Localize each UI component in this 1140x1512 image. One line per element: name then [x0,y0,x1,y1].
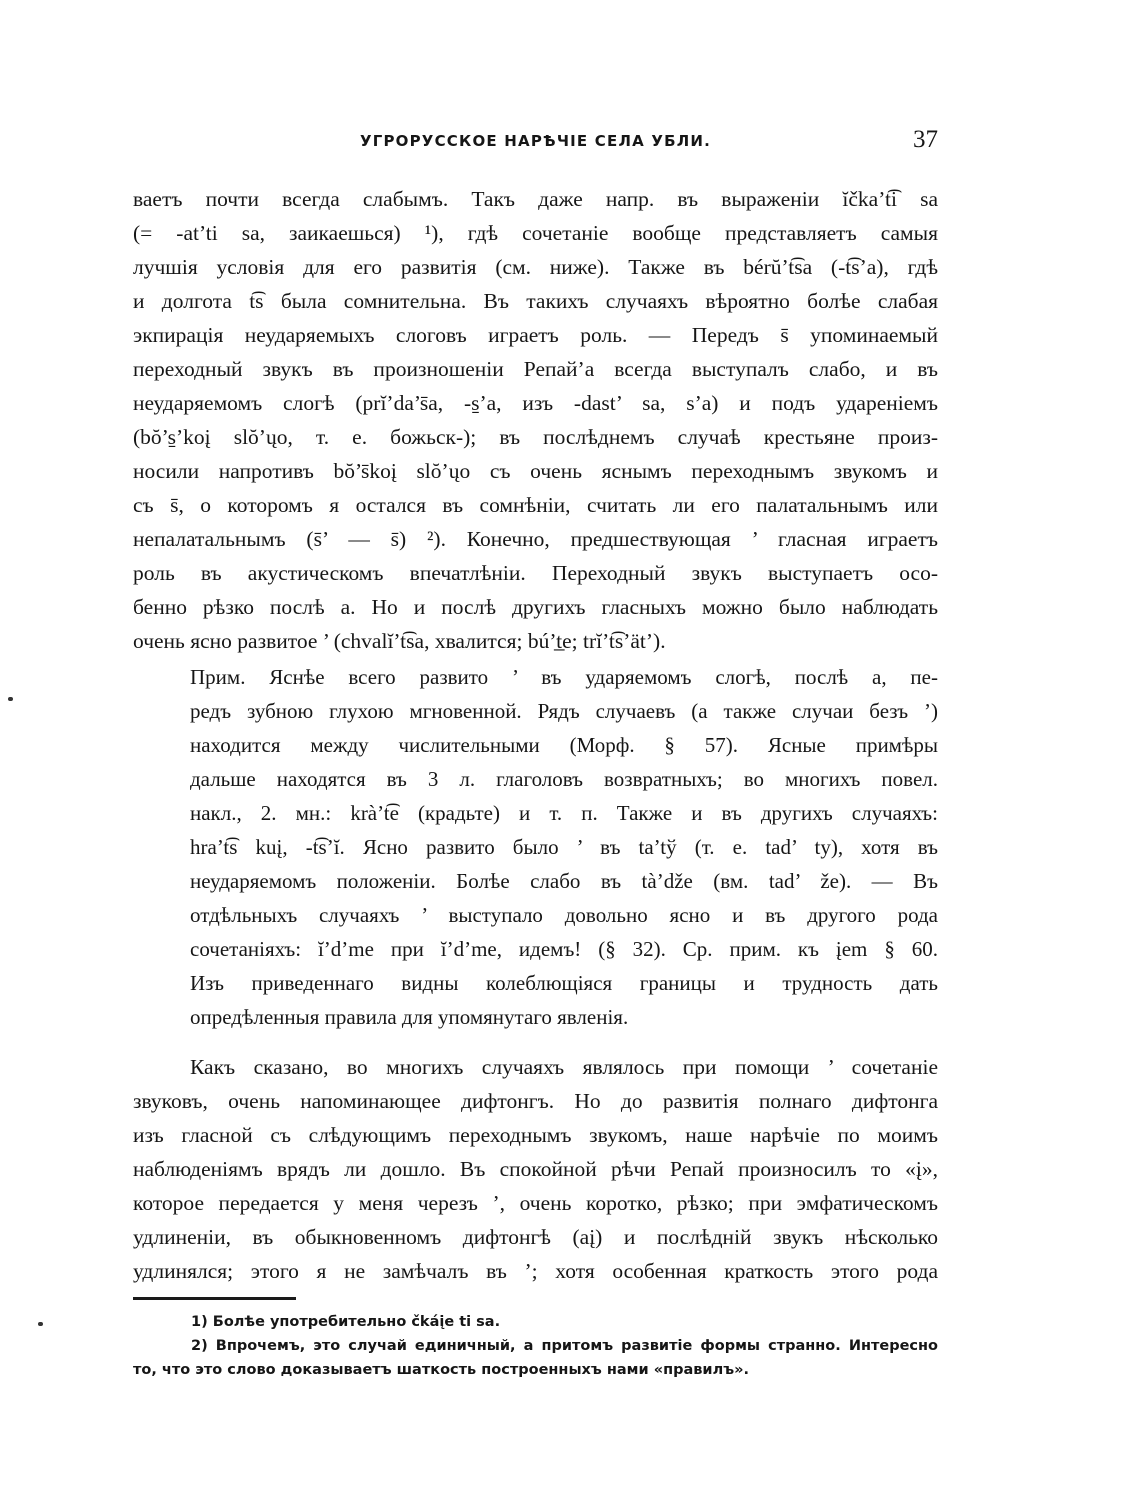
text-line: экпирація неударяемыхъ слоговъ играетъ роль. — Передъ s̄ упоминаемый [133,323,938,347]
text-line: удлиненіи, въ обыкновенномъ дифтонгѣ (aį) и послѣдній звукъ нѣсколько [133,1225,938,1249]
note-line: отдѣльныхъ случаяхъ ’ выступало довольно ясно и въ другого рода [190,903,938,927]
note-line: неударяемомъ положеніи. Болѣе слабо въ tà’dže (вм. tad’ že). — Въ [190,869,938,893]
text-line: которое передается у меня черезъ ’, очень коротко, рѣзко; при эмфатическомъ [133,1191,938,1215]
note-line: Прим. Яснѣе всего развито ’ въ ударяемомъ слогѣ, послѣ a, пе- [190,665,938,689]
footnote-2-line-1: 2) Впрочемъ, это случай единичный, а притомъ развитіе формы странно. Интересно [191,1338,938,1354]
running-head [133,128,938,156]
footnote-rule [133,1297,296,1300]
paragraph-gap [133,1034,938,1050]
note-line: накл., 2. мн.: krà’t͡e (крадьте) и т. п. Также и въ другихъ случаяхъ: [190,801,938,825]
text-line: неударяемомъ слогѣ (prĭ’da’s̄a, -s̱’a, изъ -dast’ sa, s’a) и подъ удареніемъ [133,391,938,415]
text-line: звуковъ, очень напоминающее дифтонгъ. Но до развитія полнаго дифтонга [133,1089,938,1113]
text-line: (= -at’ti sa, заикаешься) ¹), гдѣ сочетаніе вообще представляетъ самыя [133,221,938,245]
footnote-1: 1) Болѣе употребительно čkáįe ti sa. [191,1314,501,1330]
page-number: 37 [913,126,938,153]
text-line: роль въ акустическомъ впечатлѣніи. Переходный звукъ выступаетъ осо- [133,561,938,585]
note-line: Изъ приведеннаго видны колеблющіяся границы и трудность дать [190,971,938,995]
text-line: (bŏ’s̱’koį slŏ’ųo, т. е. божьск-); въ послѣднемъ случаѣ крестьяне произ- [133,425,938,449]
note-line: редъ зубною глухою мгновенной. Рядъ случаевъ (а также случаи безъ ’) [190,699,938,723]
note-line: hra’t͡s kuį, -t͡s’ĭ. Ясно развито было ’ въ ta’tў (т. е. tad’ ty), хотя въ [190,835,938,859]
text-line: непалатальнымъ (s̄’ — s̄) ²). Конечно, предшествующая ’ гласная играетъ [133,527,938,551]
paragraph-1 [133,182,938,658]
note-line: дальше находятся въ 3 л. глаголовъ возвратныхъ; во многихъ повел. [190,767,938,791]
body-text [133,182,938,1288]
text-line: удлинялся; этого я не замѣчалъ въ ’; хотя особенная краткость этого рода [133,1259,938,1283]
note-line: сочетаніяхъ: ĭ’d’me при ĭ’d’me, идемъ! (§ 32). Ср. прим. къ įem § 60. [190,937,938,961]
footnotes [133,1310,938,1382]
scan-speck [8,697,13,701]
running-title: УГРОРУССКОЕ НАРѢЧІЕ СЕЛА УБЛИ. [359,132,712,150]
note-line: находится между числительными (Морф. § 57). Ясные примѣры [190,733,938,757]
footnote-2-line-2: то, что это слово доказываетъ шаткость построенныхъ нами «правилъ». [133,1362,749,1378]
text-line: ваетъ почти всегда слабымъ. Такъ даже напр. въ выраженіи ĭčka’t͡i sa [133,187,938,211]
paragraph-2 [133,1050,938,1288]
text-line: переходный звукъ въ произношеніи Репай’а всегда выступалъ слабо, и въ [133,357,938,381]
text-line: изъ гласной съ слѣдующимъ переходнымъ звукомъ, наше нарѣчіе по моимъ [133,1123,938,1147]
text-line: носили напротивъ bŏ’s̄koį slŏ’ųo съ очень яснымъ переходнымъ звукомъ и [133,459,938,483]
note-block [133,660,938,1034]
text-line: бенно рѣзко послѣ a. Но и послѣ другихъ гласныхъ можно было наблюдать [133,595,938,619]
text-line: Какъ сказано, во многихъ случаяхъ являлось при помощи ’ сочетаніе [190,1055,938,1079]
scan-speck [38,1322,43,1326]
text-line: лучшія условія для его развитія (см. ниже). Также въ bérŭ’t͡sa (-t͡s’a), гдѣ [133,255,938,279]
text-line: наблюденіямъ врядъ ли дошло. Въ спокойной рѣчи Репай произносилъ то «į», [133,1157,938,1181]
note-line: опредѣленныя правила для упомянутаго явленія. [190,1005,629,1029]
text-line: съ s̄, о которомъ я остался въ сомнѣніи, считать ли его палатальнымъ или [133,493,938,517]
text-line: и долгота t͡s была сомнительна. Въ такихъ случаяхъ вѣроятно болѣе слабая [133,289,938,313]
text-line: очень ясно развитое ’ (chvalĭ’t͡sa, хвалится; bú’t̲e; trĭ’t͡s’ät’). [133,629,666,653]
